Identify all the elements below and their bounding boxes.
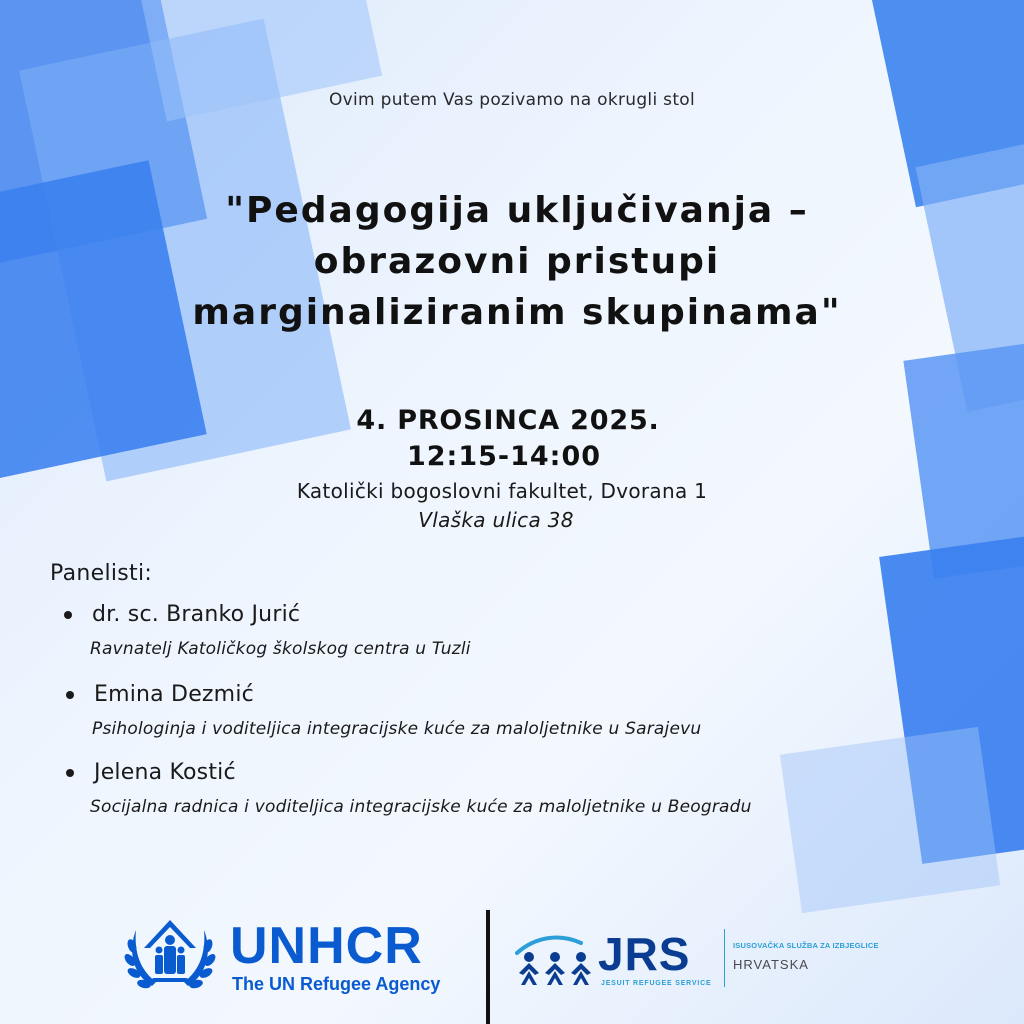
panelist-item (66, 760, 752, 817)
intro-text: Ovim putem Vas pozivamo na okrugli stol (328, 90, 696, 110)
jrs-country: HRVATSKA (733, 957, 809, 972)
jrs-subtitle: JESUIT REFUGEE SERVICE (601, 980, 712, 987)
jrs-logo (515, 915, 915, 1005)
bullet-icon (64, 611, 72, 619)
panelists-heading: Panelisti: (50, 561, 153, 586)
event-time: 12:15-14:00 (406, 441, 602, 472)
unhcr-logo (122, 912, 472, 1002)
jrs-figures-icon (515, 927, 597, 987)
unhcr-emblem-icon (122, 912, 218, 1002)
event-title (0, 185, 1024, 338)
event-title-line: obrazovni pristupi (313, 241, 721, 282)
event-address: Vlaška ulica 38 (418, 508, 574, 532)
event-venue: Katolički bogoslovni fakultet, Dvorana 1 (296, 479, 708, 503)
decorative-square (780, 727, 1000, 913)
event-title-line: marginaliziranim skupinama" (192, 292, 842, 333)
bullet-icon (66, 769, 74, 777)
unhcr-wordmark: UNHCR (230, 917, 423, 975)
panelist-role: Psihologinja i voditeljica integracijske kuće za maloljetnike u Sarajevu (92, 719, 702, 739)
panelist-item (66, 682, 701, 739)
jrs-divider (724, 929, 725, 987)
panelist-role: Socijalna radnica i voditeljica integracijske kuće za maloljetnike u Beogradu (90, 797, 752, 817)
jrs-org-name: ISUSOVAČKA SLUŽBA ZA IZBJEGLICE (733, 941, 879, 950)
panelist-item (64, 602, 471, 659)
panelist-name: Emina Dezmić (94, 682, 254, 707)
unhcr-tagline: The UN Refugee Agency (232, 974, 441, 994)
panelist-name: Jelena Kostić (94, 760, 236, 785)
event-date: 4. PROSINCA 2025. (356, 405, 660, 436)
bullet-icon (66, 691, 74, 699)
panelist-role: Ravnatelj Katoličkog školskog centra u Tuzli (90, 639, 471, 659)
event-title-line: "Pedagogija uključivanja – (225, 190, 809, 231)
panelist-name: dr. sc. Branko Jurić (92, 602, 301, 627)
logo-divider (486, 910, 490, 1024)
jrs-wordmark: JRS (598, 928, 691, 980)
